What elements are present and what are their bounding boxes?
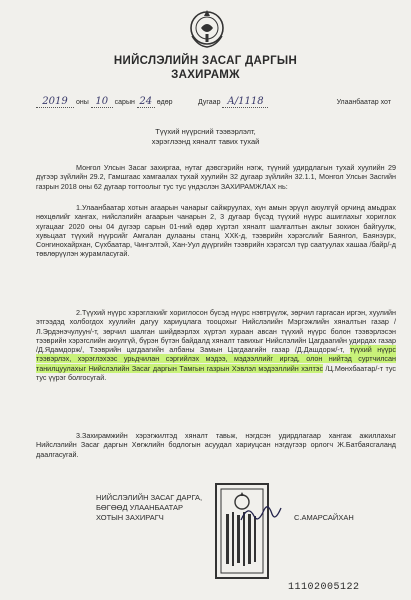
highlighted-text: түүхий нүүрс тээвэрлэх, хэрэглэхээс урьдчилан сэргийлэх мэдээ, мэдээллийг иргэд, олон нийтэд суртчилсан танилцуулахыг Нийслэлийн Засаг даргын Тамгын газрын Хэвлэл мэдээллийн хэлтэс [36,345,396,373]
state-emblem-icon [188,6,226,50]
org-title-line2: ЗАХИРАМЖ [171,69,240,81]
date-year: 2019 [36,96,74,108]
date-number-line [36,94,391,110]
paragraph-3 [36,431,396,459]
signatory-title-line1: НИЙСЛЭЛИЙН ЗАСАГ ДАРГА, [96,493,203,502]
preamble-text: Монгол Улсын Засаг захиргаа, нутаг дэвсгэрийн нэгж, түүний удирдлагын тухай хуулийн 29 дүгээр зүйлийн 29.2, Гамшгаас хамгаалах тухай хуулийн 32 дугаар зүйлийн 32.1.1, Монгол Улсын Засгийн газрын 2018 оны 62 дугаар тогтоолыг тус тус үндэслэн ЗАХИРАМЖЛАХ нь: [36,163,396,191]
paragraph-2-text-before: 2.Түүхий нүүрс хэрэглэхийг хориглосон бүсэд нүүрс нэвтрүүлж, зөрчил гаргасан иргэн, хуулийн этгээдэд холбогдох хуулийн дагуу хариуцлага тооцохыг Нийслэлийн Мэргэжлийн хяналтын газар /Л.Эрдэнэчулуун/-т, зөрчил шалган шийдвэрлэх хүртэл хураан авсан түүхий нүүрс болон тээвэрлэсэн тээврийн хэрэгслийн аюулгүй, бүрэн бүтэн байдалд хяналт тавихыг Нийслэлийн Цагдаагийн удирдах газар /Д.Ядамдорж/, Тээврийн цагдаагийн албаны Замын Цагдаагийн газар /Д.Дашдорж/-т, [36,308,396,355]
org-title-line1: НИЙСЛЭЛИЙН ЗАСАГ ДАРГЫН [113,55,298,67]
paragraph-1-text: 1.Улаанбаатар хотын агаарын чанарыг сайжруулах, хүн амын эрүүл аюулгүй орчинд амьдрах нөхцөлийг хангах, нийслэлийн агаарын чанарын 2, 3 дугаар бүсэд түүхий нүүрс ашиглахыг хориглох хугацааг 2020 оны 04 дүгээр сарын 01-ний өдөр хүртэл хяналт шалгалтын ажлыг зохион байгуулж, хувьцаат түүхий нүүрсийг Амгалан дулааны станц ХХК-д, тээврийн хэрэгслийг Баянгол, Баянзүрх, Сонгинохайрхан, Сүхбаатар, Чингэлтэй, Хан-Уул дүүргийн тээврийн хэрэгсэл түр саатуулах хашаа /байр/-д төвлөрүүлэн журамласугай. [36,203,396,259]
date-year-suffix: оны [75,99,89,106]
signatory-title-line3: ХОТЫН ЗАХИРАГЧ [96,513,164,522]
subject-line2: хэрэглээнд хяналт тавих тухай [151,137,260,146]
paragraph-2-text [36,308,396,382]
city-name: Улаанбаатар хот [336,99,391,106]
signatory-name: С.АМАРСАЙХАН [294,513,354,522]
date-day: 24 [137,96,155,108]
preamble [36,163,396,191]
handwritten-signature-icon [238,500,284,528]
subject-line1: Түүхий нүүрсний тээвэрлэлт, [155,127,256,136]
document-number: А/1118 [222,96,268,108]
date-month-suffix: сарын [114,99,135,106]
signatory-title [96,493,202,523]
number-label: Дугаар [198,99,221,106]
serial-number: 11102005122 [288,582,360,593]
official-seal-icon [214,482,270,580]
date-day-suffix: өдөр [156,99,173,106]
signatory-title-line2: БӨГӨӨД УЛААНБААТАР [96,503,184,512]
date-month: 10 [91,96,113,108]
paragraph-2 [36,308,396,382]
paragraph-3-text: 3.Захирамжийн хэрэгжилтэд хяналт тавьж, нэгдсэн удирдлагаар хангаж ажиллахыг Нийслэлийн Засаг даргын Хөгжлийн бодлогын асуудал хариуцсан нэгдүгээр орлогч Ж.Батбаясгаланд даалгасугай. [36,431,396,459]
paragraph-2-text-after: /Ц.Мөнхбаатар/-т тус тус үүрэг болгосугай. [36,363,396,383]
paragraph-1 [36,203,396,259]
